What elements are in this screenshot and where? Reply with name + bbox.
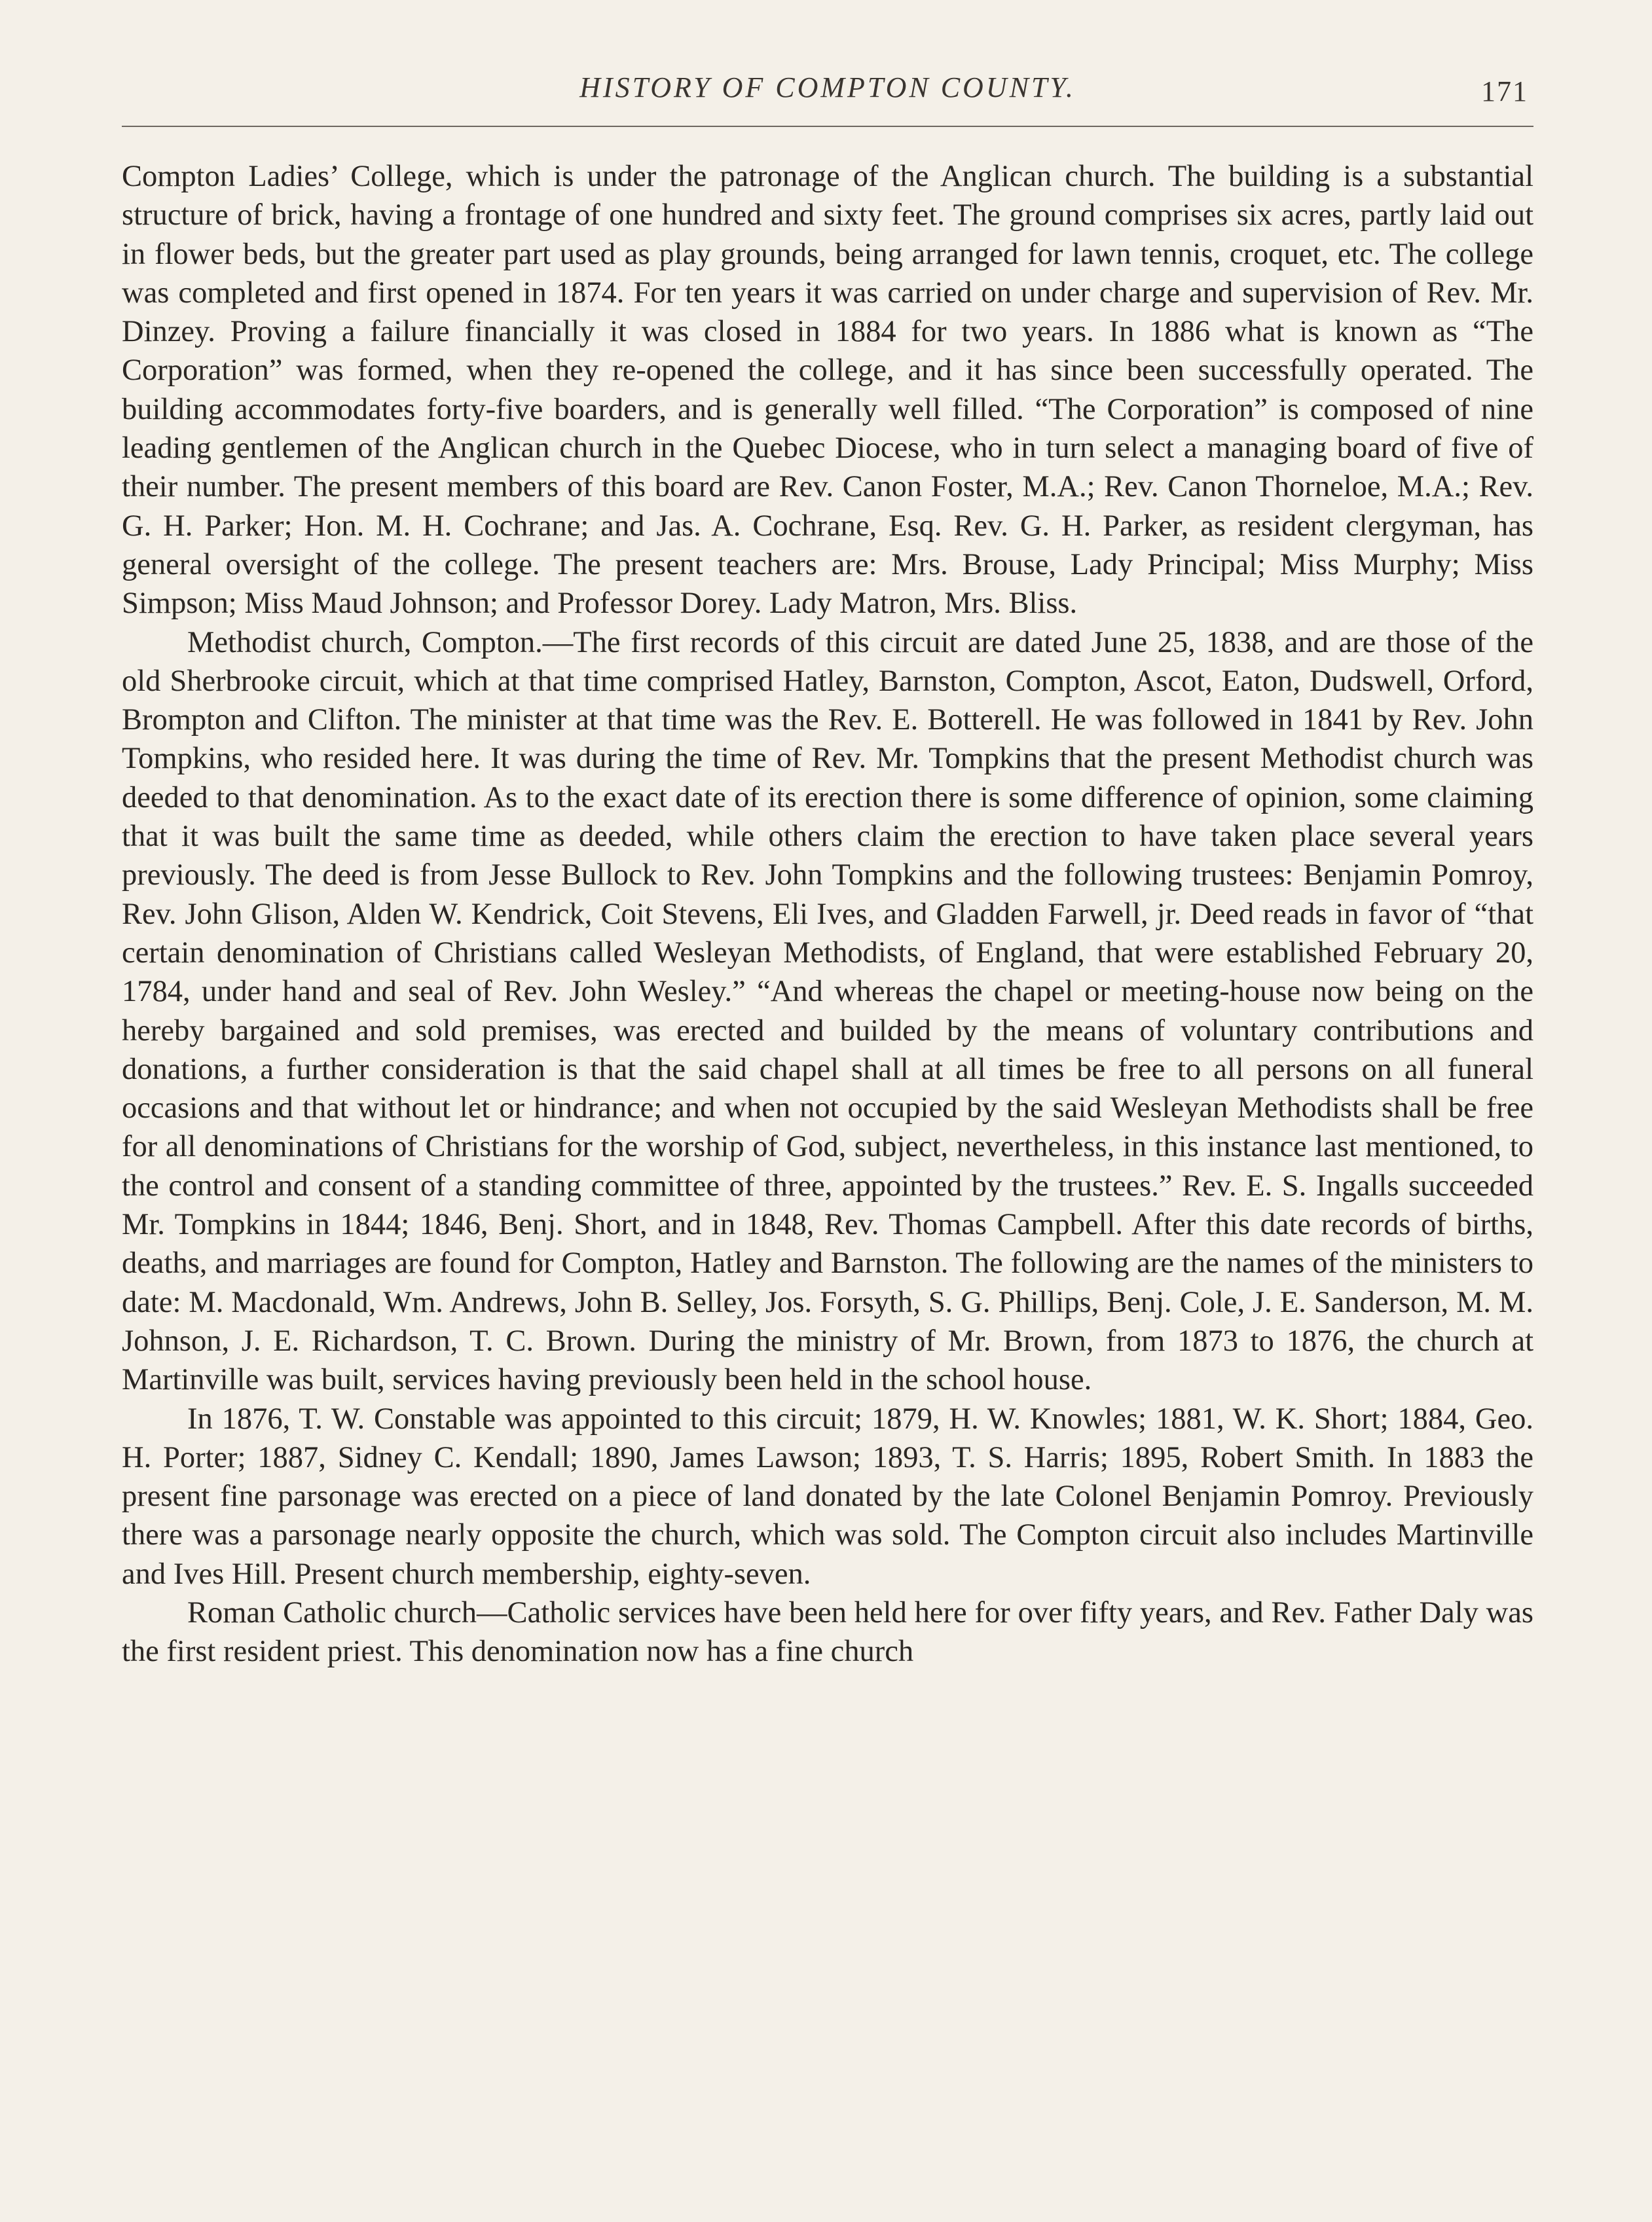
paragraph-roman-catholic-church: Roman Catholic church—Catholic services have been held here for over fifty years, and Rev. Father Daly was the first resident priest. This denomination now has a fine church (122, 1595, 1533, 1669)
paragraph-ladies-college: Compton Ladies’ College, which is under the patronage of the Anglican church. The building is a substantial structure of brick, having a frontage of one hundred and sixty feet. The ground comprises six acres, partly laid out in flower beds, but the greater part used as play grounds, being arranged for lawn tennis, croquet, etc. The college was completed and first opened in 1874. For ten years it was carried on under charge and supervision of Rev. Mr. Dinzey. Proving a failure financially it was closed in 1884 for two years. In 1886 what is known as “The Corporation” was formed, when they re-opened the college, and it has since been successfully operated. The building accommodates forty-five boarders, and is generally well filled. “The Corporation” is composed of nine leading gentlemen of the Anglican church in the Quebec Diocese, who in turn select a managing board of five of their number. The present members of this board are Rev. Canon Foster, M.A.; Rev. Canon Thorneloe, M.A.; Rev. G. H. Parker; Hon. M. H. Cochrane; and Jas. A. Cochrane, Esq. Rev. G. H. Parker, as resident clergyman, has general oversight of the college. The present teachers are: Mrs. Brouse, Lady Principal; Miss Murphy; Miss Simpson; Miss Maud Johnson; and Professor Dorey. Lady Matron, Mrs. Bliss. (122, 160, 1533, 621)
header-rule (122, 126, 1533, 127)
running-head (122, 71, 1533, 117)
paragraph-ministers-list: In 1876, T. W. Constable was appointed to this circuit; 1879, H. W. Knowles; 1881, W. K. Short; 1884, Geo. H. Porter; 1887, Sidney C. Kendall; 1890, James Lawson; 1893, T. S. Harris; 1895, Robert Smith. In 1883 the present fine parsonage was erected on a piece of land donated by the late Colonel Benjamin Pomroy. Previously there was a parsonage nearly opposite the church, which was sold. The Compton circuit also includes Martinville and Ives Hill. Present church membership, eighty-seven. (122, 1402, 1533, 1591)
page-number: 171 (1481, 75, 1528, 107)
paragraph-methodist-church: Methodist church, Compton.—The first records of this circuit are dated June 25, 1838, and are those of the old Sherbrooke circuit, which at that time comprised Hatley, Barnston, Compton, Ascot, Eaton, Dudswell, Orford, Brompton and Clifton. The minister at that time was the Rev. E. Botterell. He was followed in 1841 by Rev. John Tompkins, who resided here. It was during the time of Rev. Mr. Tompkins that the present Methodist church was deeded to that denomination. As to the exact date of its erection there is some difference of opinion, some claiming that it was built the same time as deeded, while others claim the erection to have taken place several years previously. The deed is from Jesse Bullock to Rev. John Tompkins and the following trustees: Benjamin Pomroy, Rev. John Glison, Alden W. Kendrick, Coit Stevens, Eli Ives, and Gladden Farwell, jr. Deed reads in favor of “that certain denomination of Christians called Wesleyan Methodists, of England, that were established February 20, 1784, under hand and seal of Rev. John Wesley.” “And whereas the chapel or meeting-house now being on the hereby bargained and sold premises, was erected and builded by the means of voluntary contributions and donations, a further consideration is that the said chapel shall at all times be free to all persons on all funeral occasions and that without let or hindrance; and when not occupied by the said Wesleyan Methodists shall be free for all denominations of Christians for the worship of God, subject, nevertheless, in this instance last mentioned, to the control and consent of a standing committee of three, appointed by the trustees.” Rev. E. S. Ingalls succeeded Mr. Tompkins in 1844; 1846, Benj. Short, and in 1848, Rev. Thomas Campbell. After this date records of births, deaths, and marriages are found for Compton, Hatley and Barnston. The following are the names of the ministers to date: M. Macdonald, Wm. Andrews, John B. Selley, Jos. Forsyth, S. G. Phillips, Benj. Cole, J. E. Sanderson, M. M. Johnson, J. E. Richardson, T. C. Brown. During the ministry of Mr. Brown, from 1873 to 1876, the church at Martinville was built, services having previously been held in the school house. (122, 625, 1533, 1397)
body-text (122, 157, 1533, 1671)
running-title: HISTORY OF COMPTON COUNTY. (579, 71, 1076, 103)
